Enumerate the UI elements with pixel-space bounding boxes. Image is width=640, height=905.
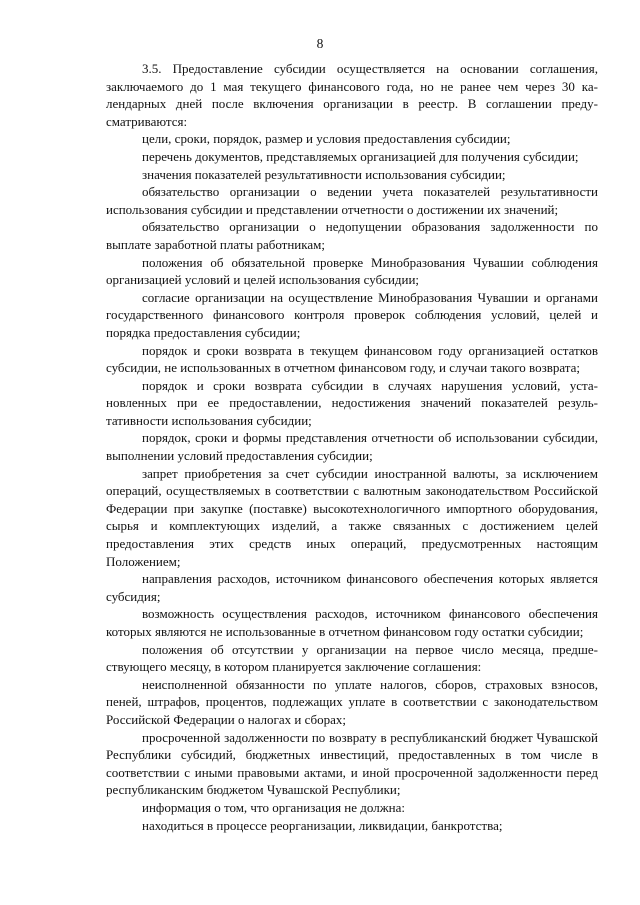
paragraph-3-5: 3.5. Предоставление субсидии осуществляется на основании соглашения, заключаемого до 1 мая текущего финансового года, но не ранее чем через 30 календарных дней после включения организации в реестр. В соглашении предусматриваются: bbox=[106, 61, 598, 129]
list-item: значения показателей результативности использования субсидии; bbox=[142, 166, 506, 182]
list-item: возможность осуществления расходов, источником финансового обеспечения которых являются не использованные в отчетном финансовом году остатки субсидии; bbox=[106, 606, 598, 639]
list-item: положения об обязательной проверке Минобразования Чувашии соблюдения организацией условий и целей использования субсидии; bbox=[106, 254, 598, 288]
list-item: информация о том, что организация не должна: bbox=[142, 799, 406, 815]
list-item: находиться в процессе реорганизации, ликвидации, банкротства; bbox=[142, 817, 503, 833]
list-item: запрет приобретения за счет субсидии иностранной валюты, за исключением операций, осуществляемых в соответствии с валютным законодательством Российской Федерации при закупке (поставке) высокотехнологичного импортного оборудования, сырья и комплектующих изделий, а также связанных с достижением целей предоставления этих средств иных операций, предусмотренных настоящим Положением; bbox=[106, 465, 598, 569]
list-item: порядок и сроки возврата в текущем финансовом году организацией остатков субсидии, не использованных в отчетном финансовом году, и случаи такого возврата; bbox=[106, 342, 598, 376]
list-item: перечень документов, представляемых организацией для получения субсидии; bbox=[142, 148, 579, 164]
list-item: порядок, сроки и формы представления отчетности об использовании субсидии, выполнении условий предоставления субсидии; bbox=[106, 430, 598, 464]
list-item: направления расходов, источником финансового обеспечения которых является субсидия; bbox=[106, 571, 598, 604]
list-item: порядок и сроки возврата субсидии в случаях нарушения условий, установленных при ее предоставлении, недостижения значений показателей результативности использования субсидии; bbox=[106, 377, 598, 428]
list-item: положения об отсутствии у организации на первое число месяца, предшествующего месяцу, в котором планируется заключение соглашения: bbox=[106, 641, 598, 675]
page-number: 8 bbox=[316, 36, 324, 51]
list-item: согласие организации на осуществление Минобразования Чувашии и органами государственного финансового контроля проверок соблюдения условий, целей и порядка предоставления субсидии; bbox=[106, 289, 598, 340]
list-item: обязательство организации о ведении учета показателей результативности использования субсидии и представлении отчетности о достижении их значений; bbox=[106, 184, 598, 217]
document-body bbox=[106, 60, 598, 834]
list-item: неисполненной обязанности по уплате налогов, сборов, страховых взносов, пеней, штрафов, процентов, подлежащих уплате в соответствии с законодательством Российской Федерации о налогах и сборах; bbox=[106, 676, 598, 727]
list-item: просроченной задолженности по возврату в республиканский бюджет Чувашской Республики субсидий, бюджетных инвестиций, предоставленных в том числе в соответствии с иными правовыми актами, и иной просроченной задолженности перед республиканским бюджетом Чувашской Республики; bbox=[106, 729, 598, 798]
list-item: цели, сроки, порядок, размер и условия предоставления субсидии; bbox=[142, 131, 511, 147]
list-item: обязательство организации о недопущении образования задолженности по выплате заработной платы работникам; bbox=[106, 219, 598, 252]
